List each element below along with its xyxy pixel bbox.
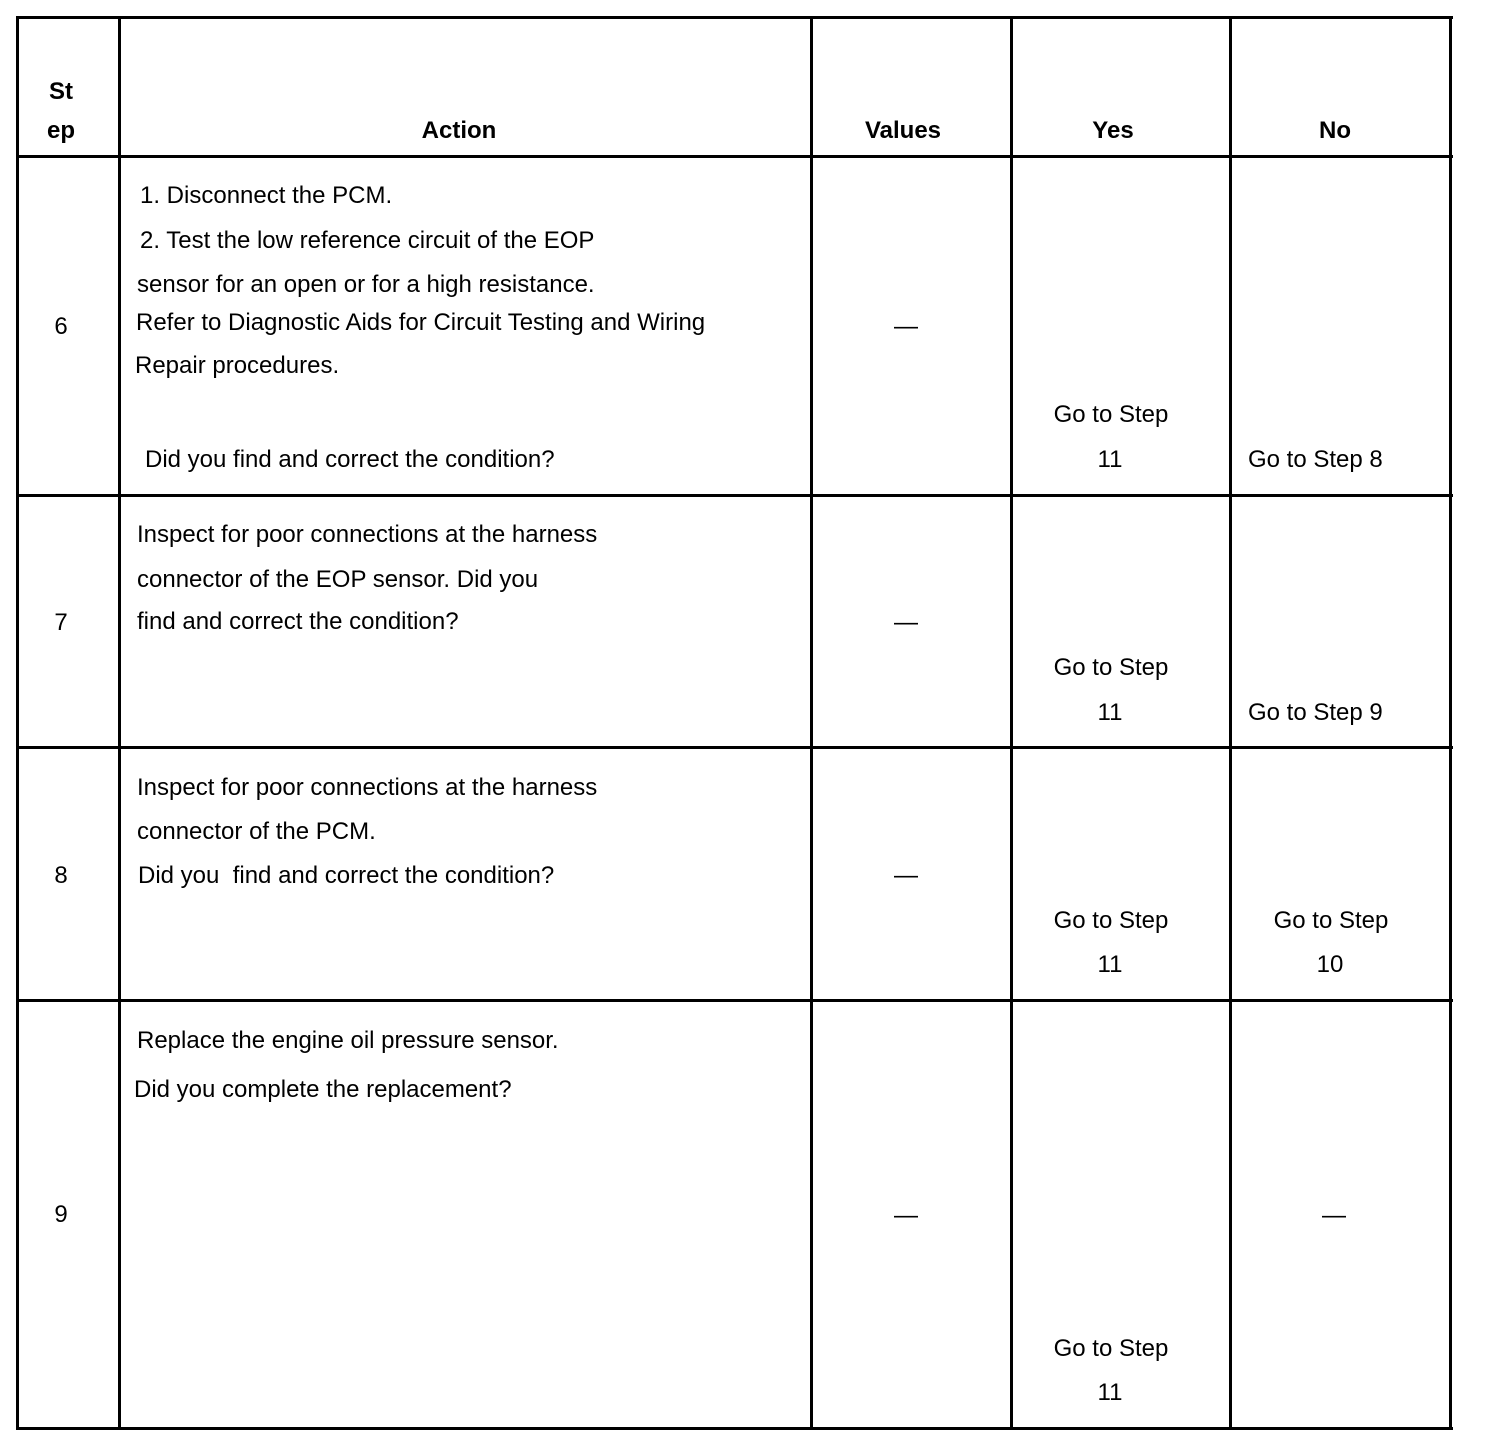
yes-goto-label: Go to Step bbox=[1053, 654, 1169, 681]
yes-goto-label: Go to Step bbox=[1053, 1335, 1169, 1362]
header-step-line1: St bbox=[49, 78, 73, 105]
action-line: Refer to Diagnostic Aids for Circuit Testing and Wiring bbox=[136, 309, 706, 336]
action-line: Did you find and correct the condition? bbox=[145, 446, 555, 473]
action-line: connector of the EOP sensor. Did you bbox=[137, 566, 539, 593]
values-dash: — bbox=[894, 313, 918, 340]
action-line: Replace the engine oil pressure sensor. bbox=[137, 1027, 559, 1054]
step-number-9: 9 bbox=[54, 1201, 68, 1228]
column-divider-action bbox=[810, 16, 813, 1430]
header-no: No bbox=[1319, 117, 1351, 144]
action-line: Did you find and correct the condition? bbox=[138, 862, 555, 889]
values-dash: — bbox=[894, 609, 918, 636]
table-border-right bbox=[1449, 16, 1452, 1430]
no-goto-label: Go to Step bbox=[1273, 907, 1389, 934]
header-yes: Yes bbox=[1092, 117, 1134, 144]
step-number-8: 8 bbox=[54, 862, 68, 889]
yes-goto-step: 11 bbox=[1097, 951, 1123, 978]
yes-goto-step: 11 bbox=[1097, 446, 1123, 473]
action-line: Inspect for poor connections at the harness bbox=[137, 774, 598, 801]
row-divider-6 bbox=[16, 494, 1453, 497]
values-dash: — bbox=[894, 1202, 918, 1229]
header-values: Values bbox=[864, 117, 942, 144]
column-divider-step bbox=[118, 16, 121, 1430]
no-goto-label: Go to Step 9 bbox=[1248, 699, 1383, 726]
header-divider bbox=[16, 155, 1453, 158]
action-line: 1. Disconnect the PCM. bbox=[140, 182, 393, 209]
step-number-6: 6 bbox=[54, 313, 68, 340]
no-goto-label: Go to Step 8 bbox=[1248, 446, 1383, 473]
table-border-top bbox=[16, 16, 1453, 19]
yes-goto-label: Go to Step bbox=[1053, 907, 1169, 934]
yes-goto-step: 11 bbox=[1097, 699, 1123, 726]
no-goto-step: 10 bbox=[1316, 951, 1344, 978]
column-divider-values bbox=[1010, 16, 1013, 1430]
column-divider-yes bbox=[1229, 16, 1232, 1430]
action-line: connector of the PCM. bbox=[137, 818, 376, 845]
action-line: sensor for an open or for a high resistance. bbox=[137, 271, 595, 298]
no-dash: — bbox=[1322, 1202, 1346, 1229]
action-line: Repair procedures. bbox=[135, 352, 340, 379]
yes-goto-label: Go to Step bbox=[1053, 401, 1169, 428]
step-number-7: 7 bbox=[54, 609, 68, 636]
action-line: 2. Test the low reference circuit of the EOP bbox=[140, 227, 595, 254]
table-border-left bbox=[16, 16, 19, 1430]
header-action: Action bbox=[421, 117, 497, 144]
values-dash: — bbox=[894, 862, 918, 889]
action-line: find and correct the condition? bbox=[137, 608, 459, 635]
row-divider-8 bbox=[16, 999, 1453, 1002]
row-divider-7 bbox=[16, 746, 1453, 749]
header-step-line2: ep bbox=[46, 117, 76, 144]
table-border-bottom bbox=[16, 1427, 1453, 1430]
action-line: Inspect for poor connections at the harness bbox=[137, 521, 598, 548]
action-line: Did you complete the replacement? bbox=[134, 1076, 512, 1103]
yes-goto-step: 11 bbox=[1097, 1379, 1123, 1406]
